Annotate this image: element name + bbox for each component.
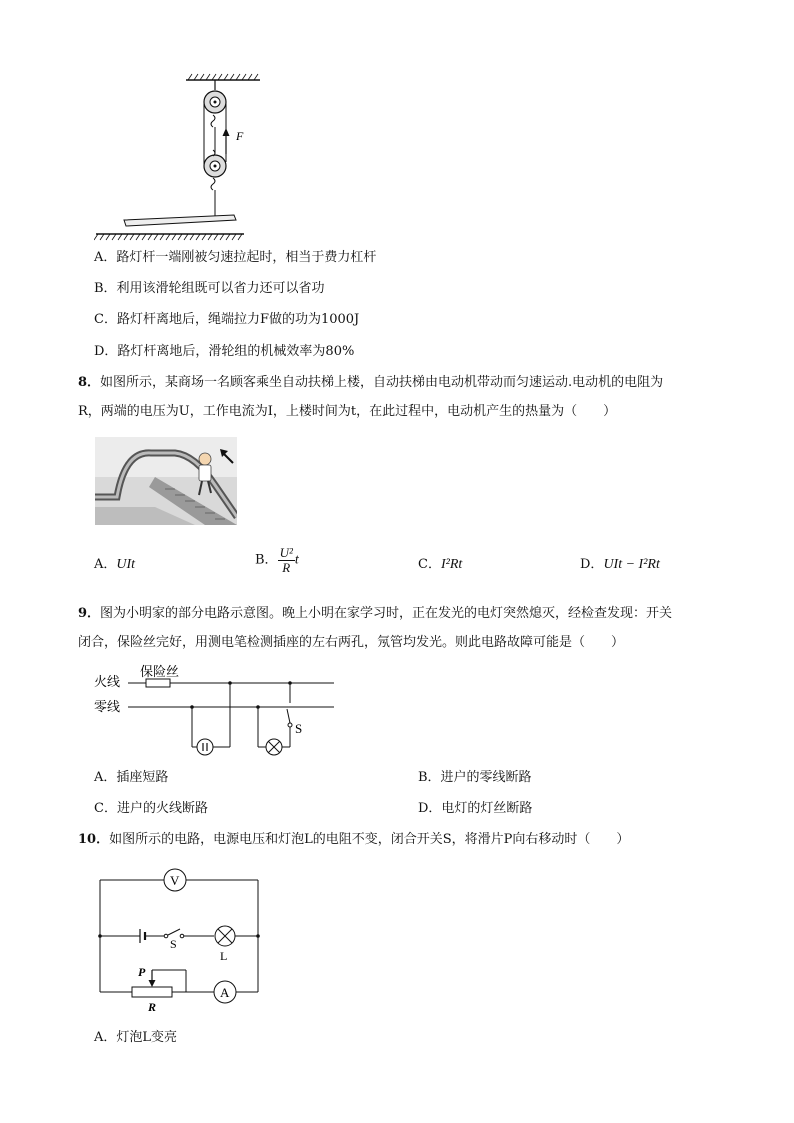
switch-label: S (295, 721, 303, 736)
household-circuit-diagram (94, 663, 339, 761)
q7-option-b: B．利用该滑轮组既可以省力还可以省功 (94, 281, 325, 296)
q9-option-b: B．进户的零线断路 (418, 770, 532, 785)
lamp-l-label: L (220, 949, 228, 963)
fuse-label: 保险丝 (140, 664, 180, 679)
slider-p-label: P (138, 965, 146, 979)
escalator-image (95, 437, 237, 525)
switch-s-label: S (170, 937, 177, 951)
q7-option-c: C．路灯杆离地后，绳端拉力F做的功为1000J (94, 312, 360, 327)
q9-option-c: C．进户的火线断路 (94, 801, 208, 816)
q10-stem: 10．如图所示的电路，电源电压和灯泡L的电阻不变，闭合开关S，将滑片P向右移动时（ ） (78, 832, 630, 847)
q8-option-c: C．I²Rt (418, 557, 463, 572)
q9-option-a: A．插座短路 (94, 770, 169, 785)
q8-option-b-fraction: $\frac{\text{U²}}{R}$ (279, 545, 293, 575)
q8-option-d: D．UIt − I²Rt (580, 557, 660, 572)
q8-number: 8． (78, 375, 101, 390)
q10-number: 10． (78, 832, 110, 847)
q9-number: 9． (78, 606, 101, 621)
q10-option-a: A．灯泡L变亮 (94, 1030, 178, 1045)
q9-stem-line1: 9．图为小明家的部分电路示意图。晚上小明在家学习时，正在发光的电灯突然熄灭，经检查发现：开关 (78, 606, 673, 621)
q7-option-a: A．路灯杆一端刚被匀速拉起时，相当于费力杠杆 (94, 250, 377, 265)
rheostat-r-label: R (148, 1000, 157, 1014)
q8-stem-line1: 8．如图所示，某商场一名顾客乘坐自动扶梯上楼，自动扶梯由电动机带动而匀速运动.电动机的电阻为 (78, 375, 664, 390)
ammeter-label: A (220, 985, 230, 1000)
voltmeter-label: V (170, 873, 180, 888)
q9-option-d: D．电灯的灯丝断路 (418, 801, 533, 816)
series-circuit-diagram (94, 866, 266, 1016)
pulley-figure (94, 70, 274, 242)
q7-option-d: D．路灯杆离地后，滑轮组的机械效率为80% (94, 344, 355, 359)
q8-stem-line2: R，两端的电压为U，工作电流为I，上楼时间为t，在此过程中，电动机产生的热量为（ ） (78, 404, 617, 419)
force-label: F (236, 129, 244, 143)
q8-option-b: B． $\frac{\text{U²}}{R}$ t (255, 545, 299, 575)
q8-option-a: A．UIt (94, 557, 136, 572)
q9-stem-line2: 闭合，保险丝完好，用测电笔检测插座的左右两孔，氖管均发光。则此电路故障可能是（ ） (78, 635, 625, 650)
neutral-wire-label: 零线 (94, 699, 121, 714)
live-wire-label: 火线 (94, 674, 121, 689)
